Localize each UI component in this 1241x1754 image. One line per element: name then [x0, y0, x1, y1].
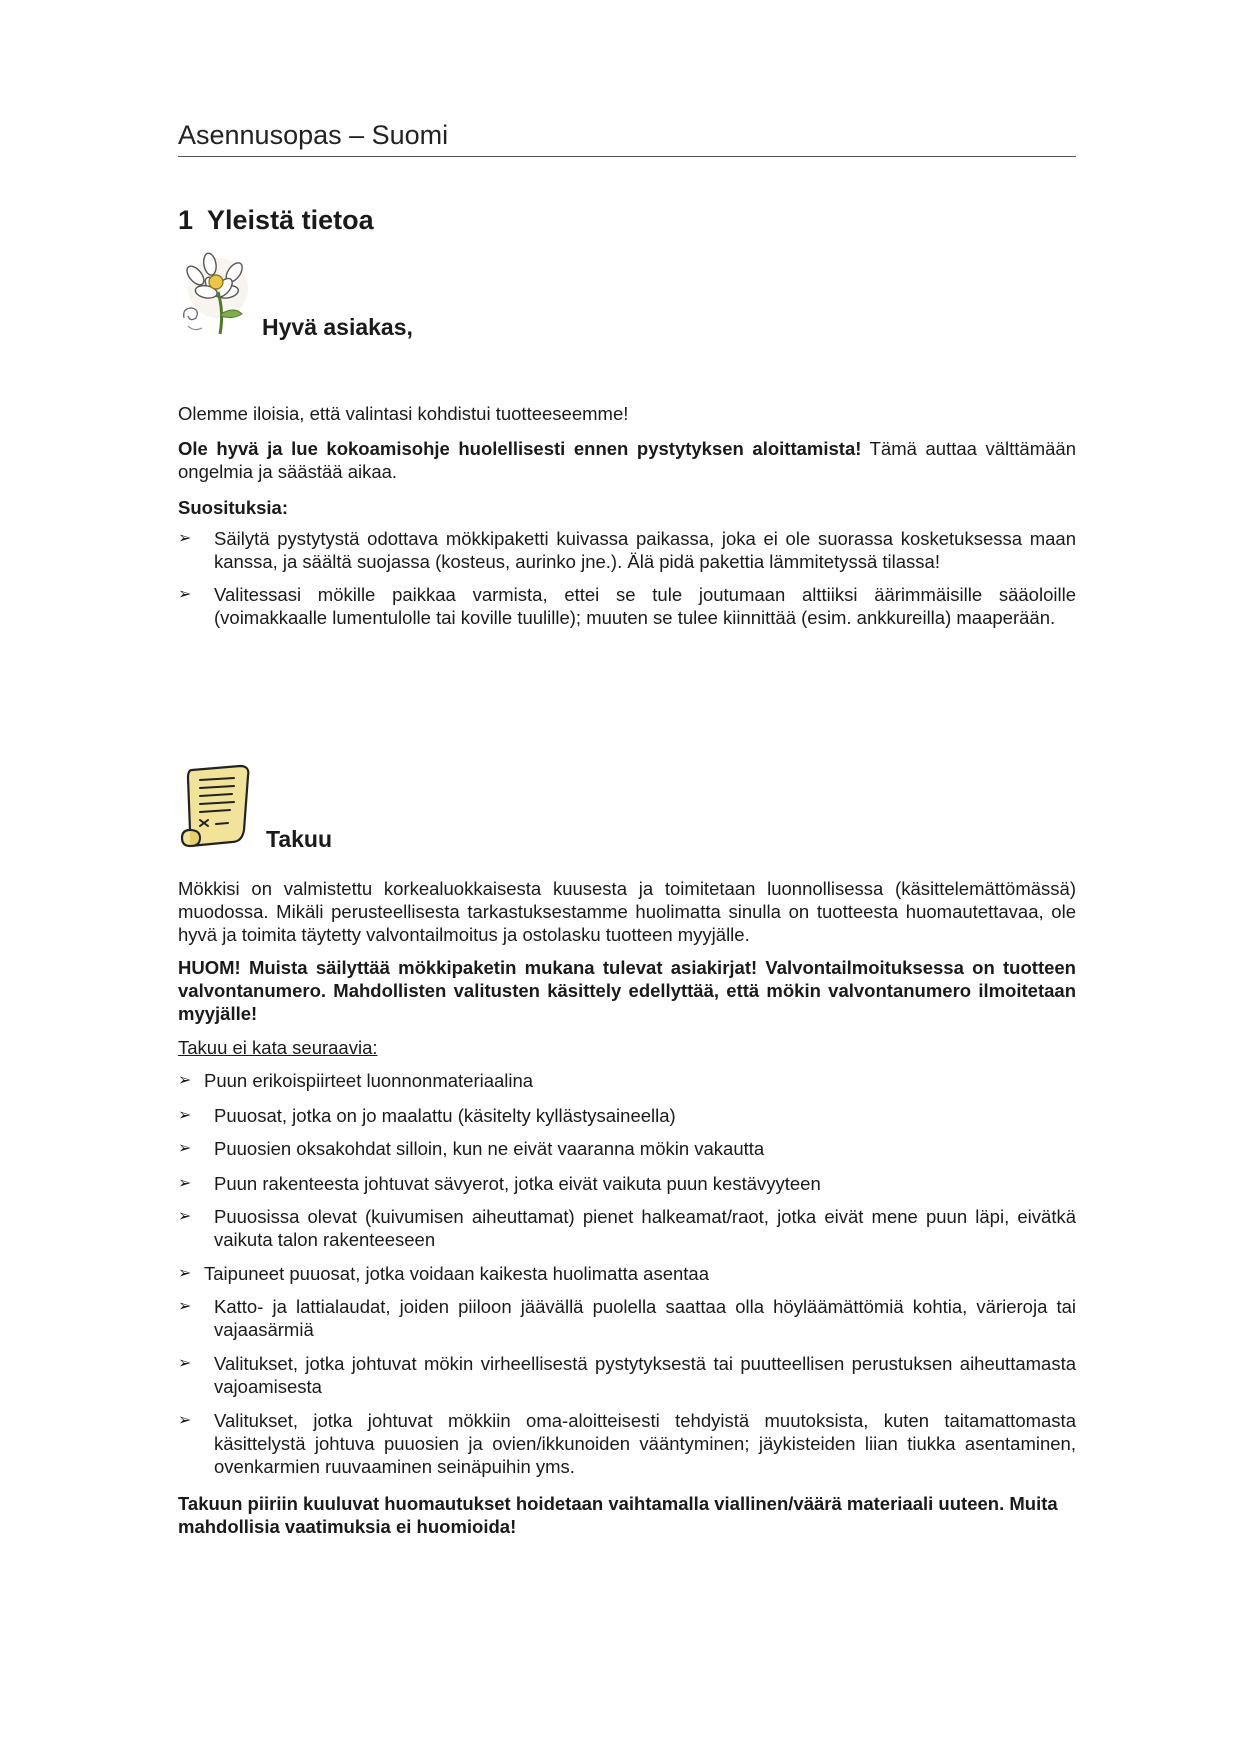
- list-item: [178, 1352, 1076, 1398]
- warranty-note: HUOM! Muista säilyttää mökkipaketin mukana tulevat asiakirjat! Valvontailmoituksessa on tuotteen valvontanumero. Mahdollisten valitusten käsittely edellyttää, että mökin valvontanumero ilmoitetaan myyjälle!: [178, 957, 1076, 1024]
- section-title: [178, 203, 374, 237]
- flower-icon: [178, 252, 258, 338]
- document-scroll-icon: [178, 764, 258, 850]
- list-item-text: Säilytä pystytystä odottava mökkipaketti kuivassa paikassa, joka ei ole suorassa kosketuksessa maan kanssa, ja säältä suojassa (kosteus, aurinko jne.). Älä pidä pakettia lämmitetyssä tilassa!: [214, 528, 1076, 572]
- bullet-arrow-icon: ➢: [178, 1140, 192, 1157]
- list-item-text: Taipuneet puuosat, jotka voidaan kaikesta huolimatta asentaa: [204, 1263, 709, 1284]
- greeting: Hyvä asiakas,: [262, 314, 413, 340]
- list-item-text: Puuosissa olevat (kuivumisen aiheuttamat) pienet halkeamat/raot, jotka eivät mene puun läpi, eivätkä vaikuta talon rakenteeseen: [214, 1206, 1076, 1250]
- list-item: [178, 583, 1076, 629]
- read-instructions-rest: Tämä auttaa välttämään ongelmia ja säästää aikaa.: [178, 438, 1076, 482]
- bullet-arrow-icon: ➢: [178, 1298, 192, 1315]
- read-instructions-bold: Ole hyvä ja lue kokoamisohje huolellisesti ennen pystytyksen aloittamista!: [178, 438, 862, 459]
- list-item-text: Puuosat, jotka on jo maalattu (käsitelty kyllästysaineella): [214, 1105, 676, 1126]
- list-item-text: Puun erikoispiirteet luonnonmateriaalina: [204, 1070, 534, 1091]
- list-item: [178, 1409, 1076, 1478]
- bullet-arrow-icon: ➢: [178, 586, 192, 603]
- list-item: [178, 1262, 1076, 1285]
- list-item-text: Puuosien oksakohdat silloin, kun ne eivät vaaranna mökin vakautta: [214, 1138, 765, 1159]
- list-item-text: Puun rakenteesta johtuvat sävyerot, jotka eivät vaikuta puun kestävyyteen: [214, 1173, 821, 1194]
- not-covered-label: Takuu ei kata seuraavia:: [178, 1037, 378, 1058]
- list-item-text: Valitukset, jotka johtuvat mökin virheellisestä pystytyksestä tai puutteellisen perustuksen aiheuttamasta vajoamisesta: [214, 1353, 1076, 1397]
- list-item-text: Valitessasi mökille paikkaa varmista, ettei se tule joutumaan alttiiksi äärimmäisille sääoloille (voimakkaalle lumentulolle tai koville tuulille); muuten se tulee kiinnittää (esim. ankkureilla) maaperään.: [214, 584, 1076, 628]
- warranty-title: Takuu: [266, 826, 333, 852]
- section-number: 1: [178, 205, 194, 235]
- section-title-text: Yleistä tietoa: [207, 205, 374, 235]
- bullet-arrow-icon: ➢: [178, 1265, 192, 1282]
- list-item: [178, 1205, 1076, 1251]
- list-item-text: Katto- ja lattialaudat, joiden piiloon jäävällä puolella saattaa olla höyläämättömiä kohtia, värieroja tai vajaasärmiä: [214, 1296, 1076, 1340]
- bullet-arrow-icon: ➢: [178, 1175, 192, 1192]
- recommendations-label: Suosituksia:: [178, 497, 288, 518]
- warranty-closing: Takuun piiriin kuuluvat huomautukset hoidetaan vaihtamalla viallinen/väärä materiaali uuteen. Muita mahdollisia vaatimuksia ei huomioida!: [178, 1493, 1058, 1537]
- list-item-text: Valitukset, jotka johtuvat mökkiin oma-aloitteisesti tehdyistä muutoksista, kuten taitamattomasta käsittelystä johtuva puuosien ja ovien/ikkunoiden vääntyminen; jäykisteiden liian tiukka asentaminen, ovenkarmien ruuvaaminen seinäpuihin yms.: [214, 1410, 1076, 1477]
- intro-paragraph: Olemme iloisia, että valintasi kohdistui tuotteeseemme!: [178, 403, 629, 424]
- bullet-arrow-icon: ➢: [178, 1072, 192, 1089]
- list-item: [178, 527, 1076, 573]
- bullet-arrow-icon: ➢: [178, 1208, 192, 1225]
- read-instructions-paragraph: [178, 437, 1076, 483]
- bullet-arrow-icon: ➢: [178, 1412, 192, 1429]
- list-item: [178, 1172, 1076, 1195]
- list-item: [178, 1137, 1076, 1160]
- bullet-arrow-icon: ➢: [178, 530, 192, 547]
- bullet-arrow-icon: ➢: [178, 1355, 192, 1372]
- bullet-arrow-icon: ➢: [178, 1107, 192, 1124]
- list-item: [178, 1069, 1076, 1092]
- running-header: Asennusopas – Suomi: [178, 118, 1076, 157]
- list-item: [178, 1295, 1076, 1341]
- list-item: [178, 1104, 1076, 1127]
- warranty-paragraph: Mökkisi on valmistettu korkealuokkaisesta kuusesta ja toimitetaan luonnollisessa (käsittelemättömässä) muodossa. Mikäli perusteellisesta tarkastuksestamme huolimatta sinulla on tuotteesta huomautettavaa, ole hyvä ja toimita täytetty valvontailmoitus ja ostolasku tuotteen myyjälle.: [178, 878, 1076, 945]
